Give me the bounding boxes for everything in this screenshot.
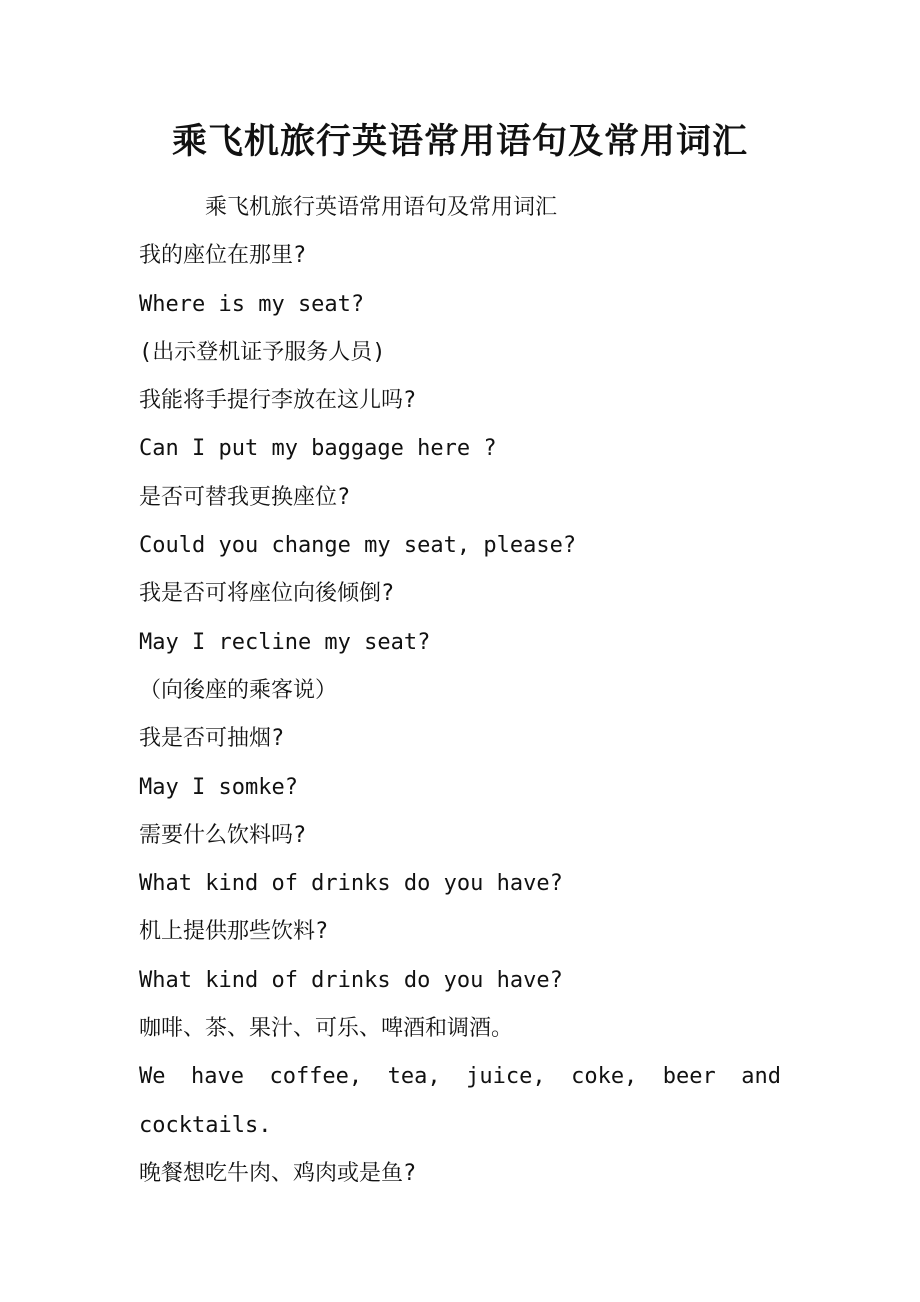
text-line: We have coffee, tea, juice, coke, beer and — [139, 1064, 781, 1090]
text-line: （向後座的乘客说） — [139, 677, 338, 703]
text-line: 机上提供那些饮料? — [139, 919, 329, 945]
text-line: May I recline my seat? — [139, 629, 431, 655]
document-body — [139, 184, 781, 1198]
text-line: 咖啡、茶、果汁、可乐、啤酒和调酒。 — [139, 1016, 514, 1042]
text-line: What kind of drinks do you have? — [139, 967, 563, 993]
text-line: 需要什么饮料吗? — [139, 822, 307, 848]
text-line: Where is my seat? — [139, 291, 365, 317]
text-line: (出示登机证予服务人员) — [139, 339, 386, 365]
text-line: May I somke? — [139, 774, 298, 800]
text-line: cocktails. — [139, 1112, 272, 1138]
text-line: 晚餐想吃牛肉、鸡肉或是鱼? — [139, 1160, 417, 1186]
text-line: 我是否可将座位向後倾倒? — [139, 581, 395, 607]
text-line: Could you change my seat, please? — [139, 533, 577, 559]
text-line: 我能将手提行李放在这儿吗? — [139, 388, 417, 414]
text-line: What kind of drinks do you have? — [139, 871, 563, 897]
text-line: 我是否可抽烟? — [139, 726, 285, 752]
page-title: 乘飞机旅行英语常用语句及常用词汇 — [171, 121, 748, 162]
text-line: 我的座位在那里? — [139, 243, 307, 269]
text-line: 是否可替我更换座位? — [139, 484, 351, 510]
document-subtitle: 乘飞机旅行英语常用语句及常用词汇 — [205, 195, 558, 220]
text-line: Can I put my baggage here ? — [139, 436, 497, 462]
